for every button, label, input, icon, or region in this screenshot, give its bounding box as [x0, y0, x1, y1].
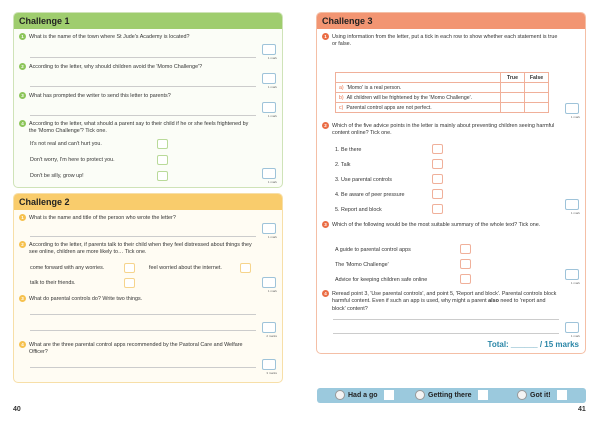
- question: [322, 290, 559, 313]
- mark-box[interactable]: [262, 73, 276, 84]
- question: [19, 33, 256, 41]
- option-label: 5. Report and block: [335, 207, 382, 213]
- tick-box[interactable]: [460, 274, 471, 284]
- option-label: A guide to parental control apps: [335, 247, 411, 253]
- answer-line[interactable]: [333, 319, 559, 320]
- neutral-face-icon: [335, 390, 345, 400]
- table-header-row: [336, 73, 549, 83]
- mark-label: 1 mark: [267, 289, 277, 293]
- mark-box[interactable]: [262, 359, 276, 370]
- mark-box[interactable]: [262, 168, 276, 179]
- mark-label: 1 mark: [570, 211, 580, 215]
- question-number: 1: [19, 214, 26, 221]
- challenge-2-title: Challenge 2: [14, 194, 282, 210]
- question-number: 2: [19, 63, 26, 70]
- option-label: Don't be silly, grow up!: [30, 173, 84, 179]
- mark-label: 2 marks: [266, 334, 277, 338]
- self-assessment-bar: [317, 388, 586, 403]
- got-it-label: Got it!: [530, 392, 551, 399]
- row-text: 'Momo' is a real person.: [346, 84, 402, 91]
- mark-box[interactable]: [565, 199, 579, 210]
- row-label: a): [339, 84, 344, 91]
- total-score: Total: ______ / 15 marks: [487, 340, 579, 349]
- tick-box[interactable]: [432, 159, 443, 169]
- tick-box[interactable]: [460, 244, 471, 254]
- option-label: Advice for keeping children safe online: [335, 277, 428, 283]
- question: [19, 120, 256, 136]
- question-text: What are the three parental control apps recommended by the Pastoral Care and Welfare Officer?: [29, 341, 243, 356]
- answer-line[interactable]: [30, 86, 256, 87]
- option-label: feel worried about the internet.: [149, 265, 222, 271]
- had-a-go-item: [335, 390, 394, 401]
- challenge-3-panel: [316, 12, 586, 354]
- question: [19, 295, 256, 303]
- table-row: [336, 83, 549, 93]
- answer-line[interactable]: [30, 367, 256, 368]
- challenge-1-title: Challenge 1: [14, 13, 282, 29]
- tick-box[interactable]: [432, 204, 443, 214]
- question-number: 2: [19, 241, 26, 248]
- question-text: What is the name and title of the person who wrote the letter?: [29, 214, 176, 221]
- option-label: The 'Momo Challenge': [335, 262, 389, 268]
- mark-box[interactable]: [262, 102, 276, 113]
- smile-face-icon: [415, 390, 425, 400]
- option-label: come forward with any worries.: [30, 265, 105, 271]
- question-text: need to 'report and block' content?: [332, 298, 546, 312]
- question: [19, 214, 256, 222]
- option-label: 2. Talk: [335, 162, 351, 168]
- question: [19, 341, 256, 357]
- got-it-checkbox[interactable]: [557, 390, 567, 400]
- question-text: What do parental controls do? Write two things.: [29, 295, 143, 302]
- question-text: Which of the following would be the most suitable summary of the whole text? Tick one.: [332, 221, 541, 228]
- row-label: b): [339, 94, 344, 101]
- false-cell[interactable]: [525, 103, 549, 113]
- question: [322, 122, 559, 138]
- table-row: [336, 103, 549, 113]
- question-number: 1: [322, 33, 329, 40]
- option-label: It's not real and can't hurt you.: [30, 141, 102, 147]
- option-label: Don't worry, I'm here to protect you.: [30, 157, 115, 163]
- question-text: What is the name of the town where St Jude's Academy is located?: [29, 33, 190, 40]
- false-header: False: [525, 73, 549, 83]
- question-text-bold: also: [488, 298, 499, 305]
- mark-label: 3 marks: [266, 371, 277, 375]
- question-number: 4: [19, 341, 26, 348]
- false-cell[interactable]: [525, 93, 549, 103]
- question-text: What has prompted the writer to send this letter to parents?: [29, 92, 171, 99]
- tick-box[interactable]: [432, 174, 443, 184]
- tick-box[interactable]: [432, 144, 443, 154]
- answer-line[interactable]: [30, 330, 256, 331]
- tick-box[interactable]: [157, 171, 168, 181]
- true-cell[interactable]: [501, 83, 525, 93]
- challenge-3-title: Challenge 3: [317, 13, 585, 29]
- question: [19, 92, 256, 100]
- question-text: Reread point 3, 'Use parental controls', and point 5, 'Report and block'. Parental controls block harmful content. Even if such an app is used, why might a parent: [332, 290, 557, 305]
- tick-box[interactable]: [157, 155, 168, 165]
- option-label: 3. Use parental controls: [335, 177, 392, 183]
- mark-label: 1 mark: [267, 235, 277, 239]
- answer-line[interactable]: [30, 236, 256, 237]
- challenge-2-panel: [13, 193, 283, 383]
- true-header: True: [501, 73, 525, 83]
- getting-there-checkbox[interactable]: [478, 390, 488, 400]
- page-number-right: 41: [578, 406, 586, 413]
- option-label: 1. Be there: [335, 147, 362, 153]
- had-a-go-label: Had a go: [348, 392, 378, 399]
- page-number-left: 40: [13, 406, 21, 413]
- mark-box[interactable]: [565, 322, 579, 333]
- mark-box[interactable]: [262, 277, 276, 288]
- question: [322, 33, 559, 49]
- question-number: 2: [322, 122, 329, 129]
- mark-box[interactable]: [262, 322, 276, 333]
- answer-line[interactable]: [30, 115, 256, 116]
- question-text: According to the letter, if parents talk to their child when they feel distressed about things they see online, children are more likely to… Tick one.: [29, 241, 252, 256]
- mark-label: 1 mark: [570, 115, 580, 119]
- question: [322, 221, 559, 229]
- false-cell[interactable]: [525, 83, 549, 93]
- question-text: According to the letter, why should children avoid the 'Momo Challenge'?: [29, 63, 203, 70]
- mark-label: 1 mark: [570, 281, 580, 285]
- tick-box[interactable]: [124, 263, 135, 273]
- option-label: talk to their friends.: [30, 280, 76, 286]
- question-number: 3: [322, 221, 329, 228]
- question: [19, 241, 256, 257]
- row-text: All children will be frightened by the 'Momo Challenge'.: [346, 94, 473, 101]
- question-number: 4: [322, 290, 329, 297]
- table-row: [336, 93, 549, 103]
- row-text: Parental control apps are not perfect.: [346, 104, 432, 111]
- tick-box[interactable]: [460, 259, 471, 269]
- question: [19, 63, 256, 71]
- true-cell[interactable]: [501, 103, 525, 113]
- question-text: Using information from the letter, put a tick in each row to show whether each statement is true or false.: [332, 33, 558, 48]
- mark-box[interactable]: [565, 103, 579, 114]
- mark-box[interactable]: [262, 223, 276, 234]
- had-a-go-checkbox[interactable]: [384, 390, 394, 400]
- getting-there-label: Getting there: [428, 392, 472, 399]
- mark-label: 1 mark: [267, 114, 277, 118]
- question-text: Which of the five advice points in the letter is mainly about preventing children seeing harmful content online? Tick one.: [332, 122, 555, 137]
- true-false-table: [335, 72, 549, 113]
- getting-there-item: [415, 390, 488, 401]
- tick-box[interactable]: [432, 189, 443, 199]
- challenge-1-panel: [13, 12, 283, 188]
- tick-box[interactable]: [240, 263, 251, 273]
- mark-box[interactable]: [565, 269, 579, 280]
- mark-label: 1 mark: [267, 85, 277, 89]
- question-number: 3: [19, 92, 26, 99]
- answer-line[interactable]: [30, 57, 256, 58]
- question-text: According to the letter, what should a parent say to their child if he or she feels frightened by the 'Momo Challenge'? Tick one.: [29, 120, 249, 135]
- happy-face-icon: [517, 390, 527, 400]
- question-number: 3: [19, 295, 26, 302]
- mark-box[interactable]: [262, 44, 276, 55]
- tick-box[interactable]: [124, 278, 135, 288]
- tick-box[interactable]: [157, 139, 168, 149]
- mark-label: 1 mark: [267, 180, 277, 184]
- answer-line[interactable]: [30, 314, 256, 315]
- mark-label: 1 mark: [570, 334, 580, 338]
- question-number: 4: [19, 120, 26, 127]
- option-label: 4. Be aware of peer pressure: [335, 192, 405, 198]
- true-cell[interactable]: [501, 93, 525, 103]
- row-label: c): [339, 104, 344, 111]
- question-number: 1: [19, 33, 26, 40]
- got-it-item: [517, 390, 567, 401]
- answer-line[interactable]: [333, 333, 559, 334]
- mark-label: 1 mark: [267, 56, 277, 60]
